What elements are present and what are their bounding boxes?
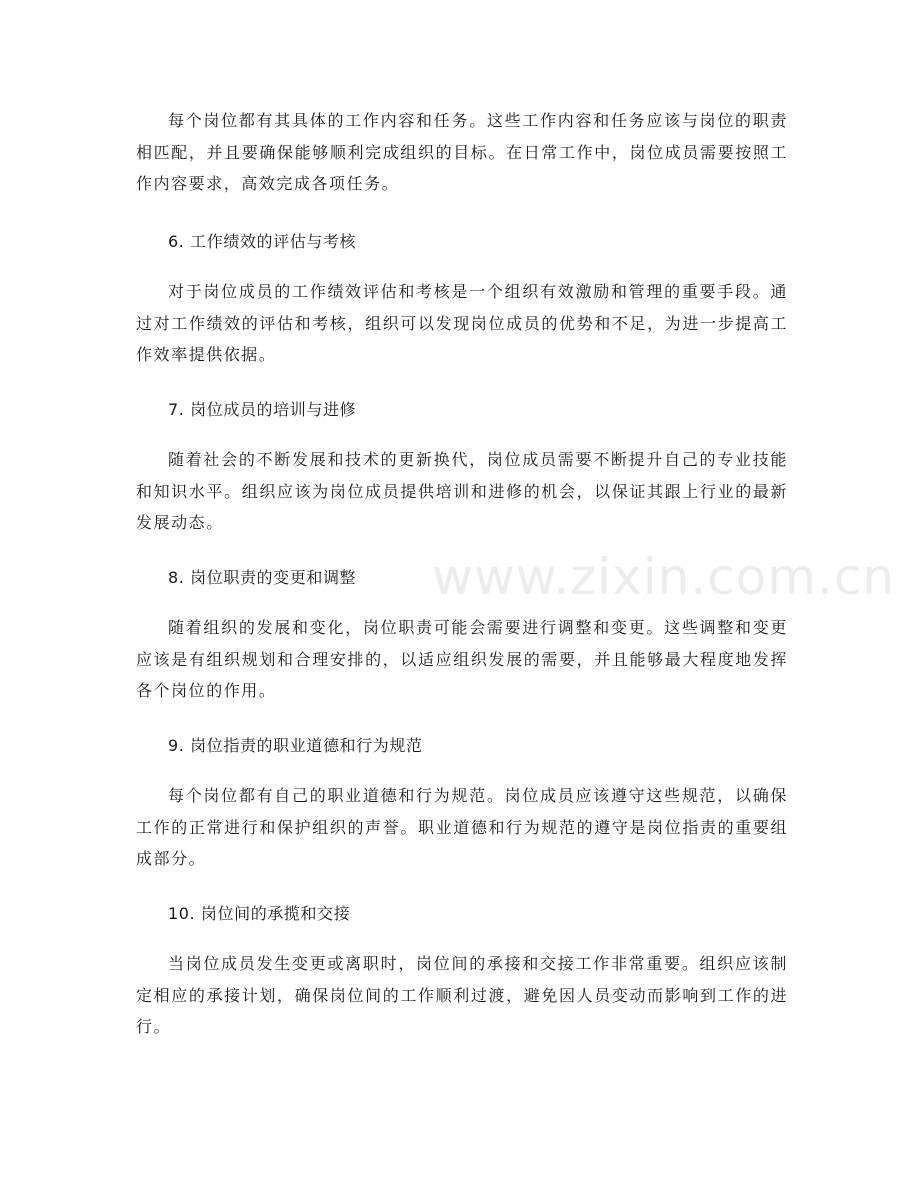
section-6 — [136, 231, 788, 253]
section-7-heading: 7. 岗位成员的培训与进修 — [168, 400, 357, 419]
section-10-heading: 10. 岗位间的承揽和交接 — [168, 904, 351, 923]
section-8-body — [136, 612, 788, 707]
section-9 — [136, 735, 788, 757]
section-10 — [136, 903, 788, 925]
section-9-paragraph: 每个岗位都有自己的职业道德和行为规范。岗位成员应该遵守这些规范，以确保工作的正常进行和保护组织的声誉。职业道德和行为规范的遵守是岗位指责的重要组成部分。 — [136, 786, 788, 868]
intro-paragraph: 每个岗位都有其具体的工作内容和任务。这些工作内容和任务应该与岗位的职责相匹配，并且要确保能够顺利完成组织的目标。在日常工作中，岗位成员需要按照工作内容要求，高效完成各项任务。 — [136, 111, 788, 193]
section-7-body — [136, 444, 788, 539]
section-10-paragraph: 当岗位成员发生变更或离职时，岗位间的承接和交接工作非常重要。组织应该制定相应的承接计划，确保岗位间的工作顺利过渡，避免因人员变动而影响到工作的进行。 — [136, 954, 788, 1036]
section-8 — [136, 567, 788, 589]
section-8-heading: 8. 岗位职责的变更和调整 — [168, 568, 357, 587]
section-7 — [136, 399, 788, 421]
section-10-body — [136, 948, 788, 1043]
section-intro — [136, 105, 788, 200]
section-8-paragraph: 随着组织的发展和变化，岗位职责可能会需要进行调整和变更。这些调整和变更应该是有组织规划和合理安排的，以适应组织发展的需要，并且能够最大程度地发挥各个岗位的作用。 — [136, 618, 788, 700]
section-9-heading: 9. 岗位指责的职业道德和行为规范 — [168, 736, 423, 755]
section-7-paragraph: 随着社会的不断发展和技术的更新换代，岗位成员需要不断提升自己的专业技能和知识水平。组织应该为岗位成员提供培训和进修的机会，以保证其跟上行业的最新发展动态。 — [136, 450, 788, 532]
section-9-body — [136, 780, 788, 875]
watermark: www.zixin.com.cn — [432, 548, 896, 606]
section-6-body — [136, 276, 788, 371]
section-6-paragraph: 对于岗位成员的工作绩效评估和考核是一个组织有效激励和管理的重要手段。通过对工作绩效的评估和考核，组织可以发现岗位成员的优势和不足，为进一步提高工作效率提供依据。 — [136, 282, 788, 364]
section-6-heading: 6. 工作绩效的评估与考核 — [168, 232, 357, 251]
